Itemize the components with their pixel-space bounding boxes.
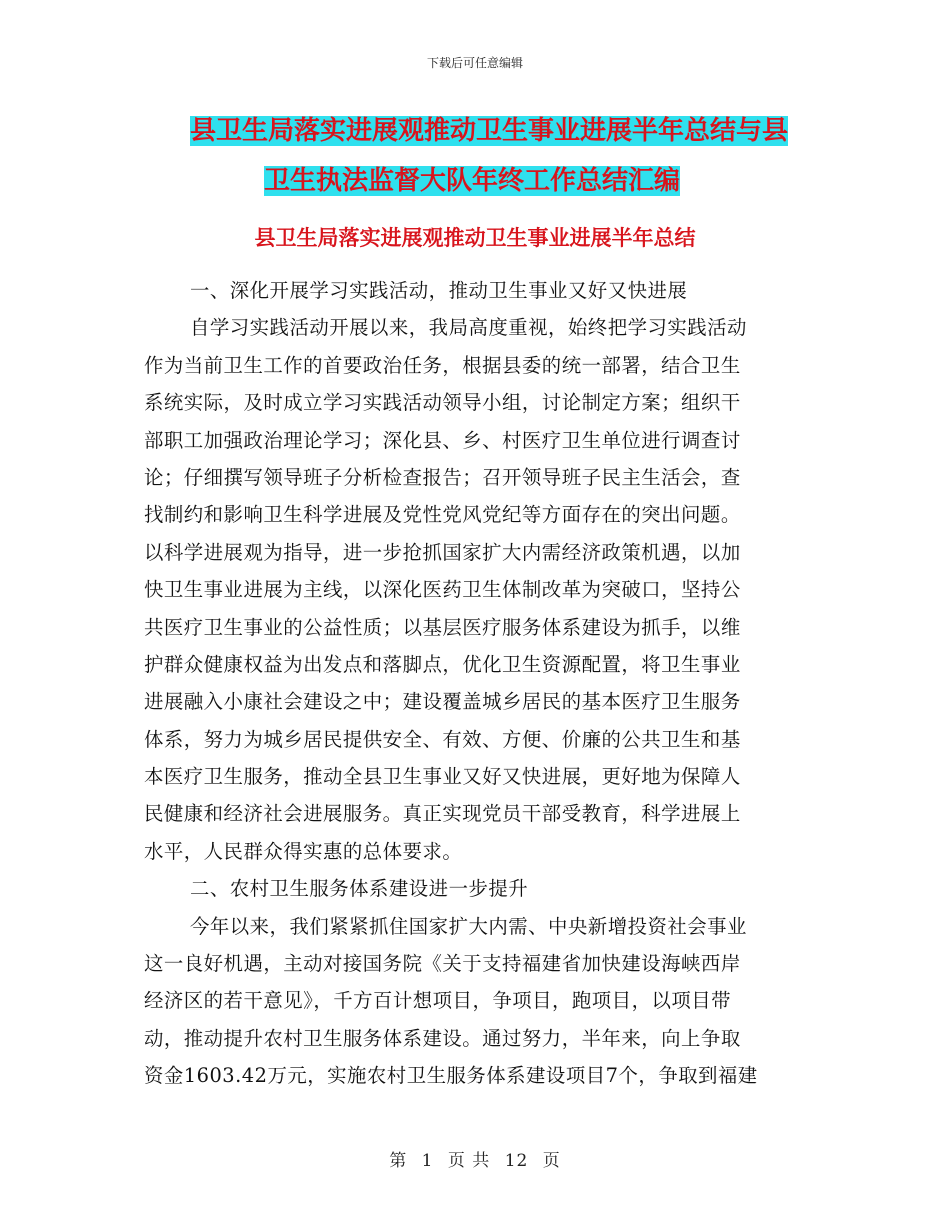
body-text	[144, 272, 804, 1095]
current-page-number: 1	[421, 1151, 434, 1171]
paragraph-line: 自学习实践活动开展以来，我局高度重视，始终把学习实践活动	[190, 316, 747, 340]
heading-2: 二、农村卫生服务体系建设进一步提升	[190, 877, 529, 901]
document-title	[190, 106, 830, 206]
page-header-note: 下载后可任意编辑	[426, 56, 523, 70]
heading-1: 一、深化开展学习实践活动，推动卫生事业又好又快进展	[190, 279, 688, 302]
paragraph-line: 民健康和经济社会进展服务。真正实现党员干部受教育，科学进展上	[144, 802, 741, 826]
paragraph-line: 论；仔细撰写领导班子分析检查报告；召开领导班子民主生活会，查	[144, 465, 741, 489]
paragraph-line: 体系，努力为城乡居民提供安全、有效、方便、价廉的公共卫生和基	[144, 727, 741, 751]
paragraph-line: 进展融入小康社会建设之中；建设覆盖城乡居民的基本医疗卫生服务	[144, 690, 741, 714]
paragraph-line: 这一良好机遇，主动对接国务院《关于支持福建省加快建设海峡西岸	[144, 952, 741, 976]
paragraph-line: 快卫生事业进展为主线，以深化医药卫生体制改革为突破口，坚持公	[144, 578, 741, 602]
total-page-count: 12	[504, 1151, 529, 1171]
paragraph-line: 本医疗卫生服务，推动全县卫生事业又好又快进展，更好地为保障人	[144, 765, 741, 789]
paragraph-line: 以科学进展观为指导，进一步抢抓国家扩大内需经济政策机遇，以加	[144, 540, 741, 564]
paragraph-line: 资金1603.42万元，实施农村卫生服务体系建设项目7个，争取到福建	[144, 1064, 758, 1088]
paragraph-line: 作为当前卫生工作的首要政治任务，根据县委的统一部署，结合卫生	[144, 353, 741, 377]
paragraph-line: 系统实际，及时成立学习实践活动领导小组，讨论制定方案；组织干	[144, 391, 741, 415]
paragraph-line: 共医疗卫生事业的公益性质；以基层医疗服务体系建设为抓手，以维	[144, 615, 741, 639]
section-title: 县卫生局落实进展观推动卫生事业进展半年总结	[254, 226, 696, 250]
paragraph-line: 动，推动提升农村卫生服务体系建设。通过努力，半年来，向上争取	[144, 1026, 741, 1050]
footer-mid: 页 共	[447, 1151, 491, 1171]
paragraph-line: 今年以来，我们紧紧抓住国家扩大内需、中央新增投资社会事业	[190, 914, 747, 938]
title-line-1: 县卫生局落实进展观推动卫生事业进展半年总结与县	[190, 116, 789, 146]
paragraph-line: 水平，人民群众得实惠的总体要求。	[144, 839, 463, 863]
footer-suffix: 页	[542, 1151, 561, 1171]
page-footer	[0, 1146, 950, 1171]
paragraph-line: 部职工加强政治理论学习；深化县、乡、村医疗卫生单位进行调查讨	[144, 428, 741, 452]
paragraph-line: 护群众健康权益为出发点和落脚点，优化卫生资源配置，将卫生事业	[144, 652, 741, 676]
footer-prefix: 第	[389, 1151, 408, 1171]
title-line-2: 卫生执法监督大队年终工作总结汇编	[264, 166, 681, 196]
paragraph-line: 经济区的若干意见》，千方百计想项目，争项目，跑项目，以项目带	[144, 989, 732, 1013]
paragraph-line: 找制约和影响卫生科学进展及党性党风党纪等方面存在的突出问题。	[144, 503, 741, 527]
